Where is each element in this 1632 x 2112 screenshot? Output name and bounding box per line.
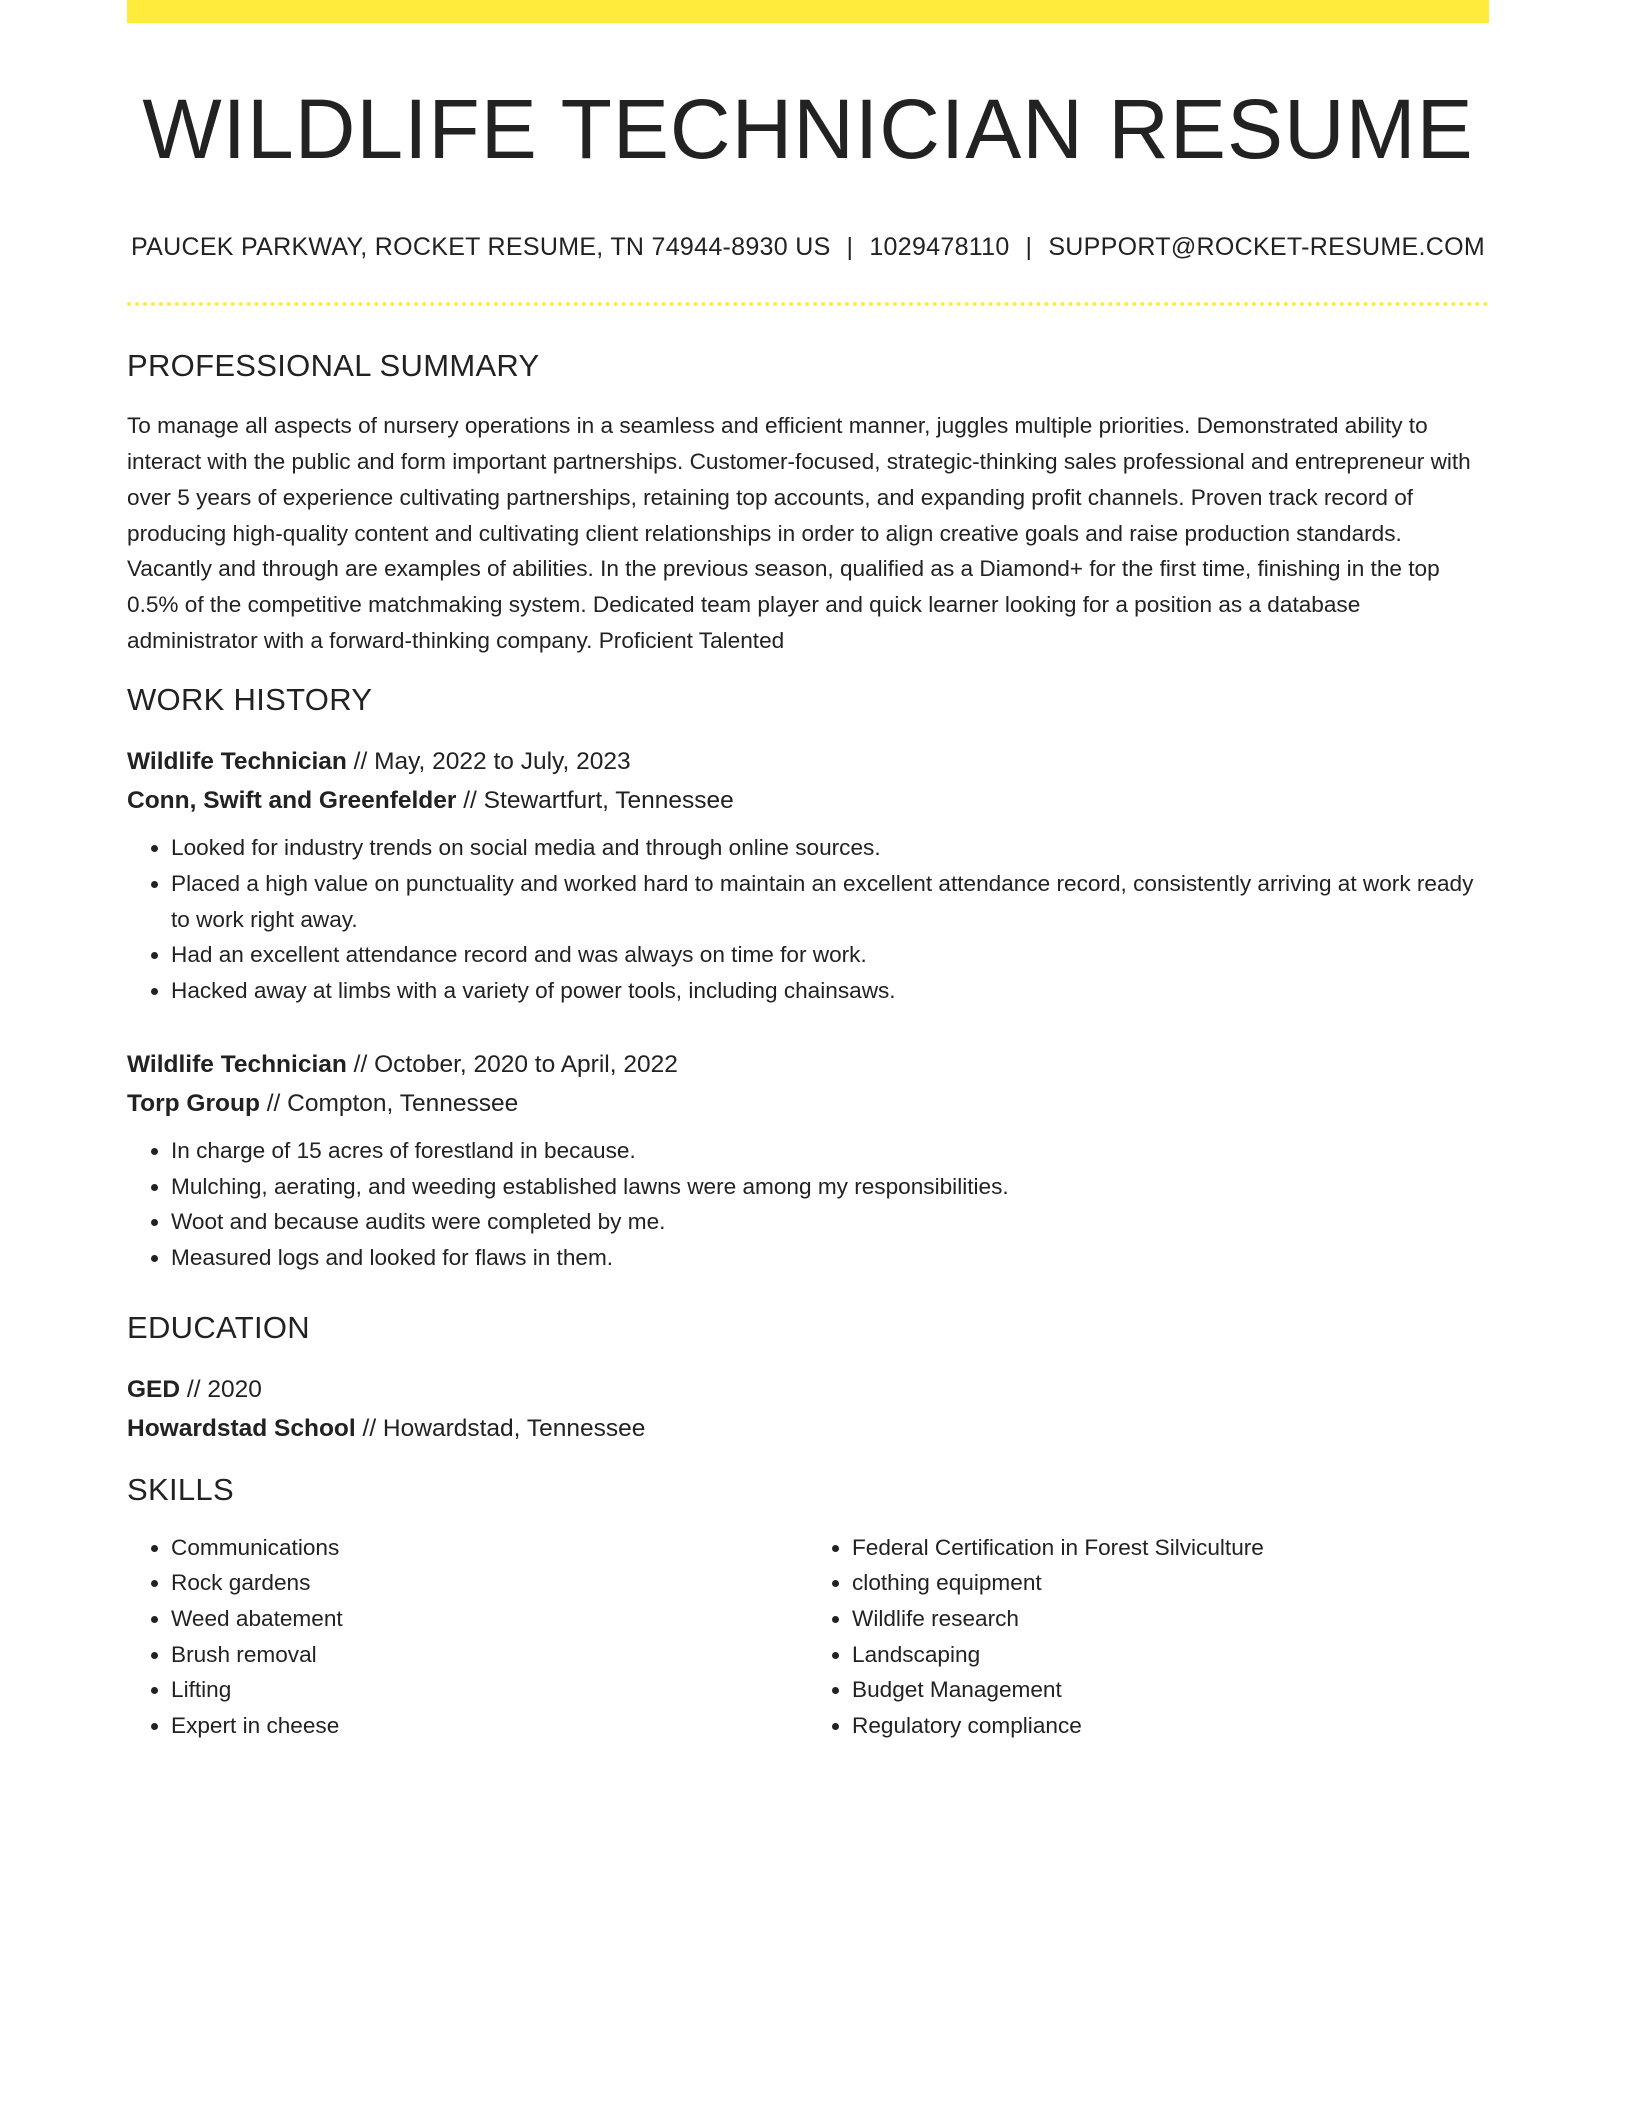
job-bullets — [127, 830, 1489, 1009]
skills-right-column — [808, 1530, 1489, 1744]
skill-item: • Budget Management — [852, 1672, 1489, 1708]
job-bullet: • Measured logs and looked for flaws in them. — [171, 1240, 1489, 1276]
accent-top-bar — [127, 0, 1489, 23]
job-company: Torp Group — [127, 1089, 260, 1117]
skills-left-column — [127, 1530, 808, 1744]
job-dates: // October, 2020 to April, 2022 — [346, 1050, 678, 1078]
work-history-heading: WORK HISTORY — [127, 682, 373, 718]
education-school: Howardstad School — [127, 1414, 356, 1442]
job-bullets — [127, 1133, 1489, 1276]
job-company: Conn, Swift and Greenfelder — [127, 787, 457, 815]
education-year: // 2020 — [180, 1375, 262, 1403]
contact-line — [127, 233, 1489, 262]
job-title: Wildlife Technician — [127, 1050, 347, 1078]
job-bullet: • Had an excellent attendance record and was always on time for work. — [171, 937, 1489, 973]
skill-item: • Landscaping — [852, 1637, 1489, 1673]
job-company-line — [127, 1084, 1489, 1123]
job-title-line — [127, 742, 1489, 781]
job-entry — [127, 1045, 1489, 1276]
job-location: // Stewartfurt, Tennessee — [456, 787, 734, 815]
skill-item: • clothing equipment — [852, 1565, 1489, 1601]
job-entry — [127, 742, 1489, 1009]
skills-columns — [127, 1530, 1489, 1744]
summary-text: To manage all aspects of nursery operations in a seamless and efficient manner, juggles multiple priorities. Demonstrated ability to interact with the public and form important partnerships. Customer-focused, strategic-thinking sales professional and entrepreneur with over 5 years of experience cultivating partnerships, retaining top accounts, and expanding profit channels. Proven track record of producing high-quality content and cultivating client relationships in order to align creative goals and raise production standards. Vacantly and through are examples of abilities. In the previous season, qualified as a Diamond+ for the first time, finishing in the top 0.5% of the competitive matchmaking system. Dedicated team player and quick learner looking for a position as a database administrator with a forward-thinking company. Proficient Talented — [127, 413, 1471, 653]
job-location: // Compton, Tennessee — [259, 1089, 519, 1117]
skill-item: • Expert in cheese — [171, 1708, 808, 1744]
contact-address: PAUCEK PARKWAY, ROCKET RESUME, TN 74944-8930 US — [131, 233, 831, 262]
dotted-divider — [127, 302, 1489, 306]
education-school-line — [127, 1409, 1489, 1448]
skill-item: • Lifting — [171, 1672, 808, 1708]
skill-item: • Regulatory compliance — [852, 1708, 1489, 1744]
job-bullet: • Woot and because audits were completed by me. — [171, 1204, 1489, 1240]
education-heading: EDUCATION — [127, 1309, 310, 1345]
skill-item: • Communications — [171, 1530, 808, 1566]
job-company-line — [127, 781, 1489, 820]
job-bullet: • Hacked away at limbs with a variety of power tools, including chainsaws. — [171, 973, 1489, 1009]
skill-item: • Brush removal — [171, 1637, 808, 1673]
skill-item: • Federal Certification in Forest Silviculture — [852, 1530, 1489, 1566]
job-bullet: • Placed a high value on punctuality and worked hard to maintain an excellent attendance record, consistently arriving at work ready to work right away. — [171, 866, 1489, 937]
job-bullet: • Looked for industry trends on social media and through online sources. — [171, 830, 1489, 866]
skill-item: • Weed abatement — [171, 1601, 808, 1637]
education-location: // Howardstad, Tennessee — [355, 1414, 646, 1442]
contact-email: SUPPORT@ROCKET-RESUME.COM — [1048, 233, 1485, 262]
resume-title: WILDLIFE TECHNICIAN RESUME — [142, 82, 1474, 176]
contact-separator: | — [846, 233, 854, 262]
job-title: Wildlife Technician — [127, 748, 347, 776]
job-bullet: • Mulching, aerating, and weeding established lawns were among my responsibilities. — [171, 1169, 1489, 1205]
job-title-line — [127, 1045, 1489, 1084]
education-degree: GED — [127, 1375, 181, 1403]
job-dates: // May, 2022 to July, 2023 — [346, 748, 631, 776]
skills-heading: SKILLS — [127, 1471, 234, 1507]
education-entry — [127, 1370, 1489, 1448]
contact-phone: 1029478110 — [869, 233, 1010, 262]
education-degree-line — [127, 1370, 1489, 1409]
job-bullet: • In charge of 15 acres of forestland in because. — [171, 1133, 1489, 1169]
summary-heading: PROFESSIONAL SUMMARY — [127, 348, 540, 384]
resume-page — [127, 0, 1489, 1744]
skill-item: • Wildlife research — [852, 1601, 1489, 1637]
skill-item: • Rock gardens — [171, 1565, 808, 1601]
contact-separator: | — [1025, 233, 1033, 262]
